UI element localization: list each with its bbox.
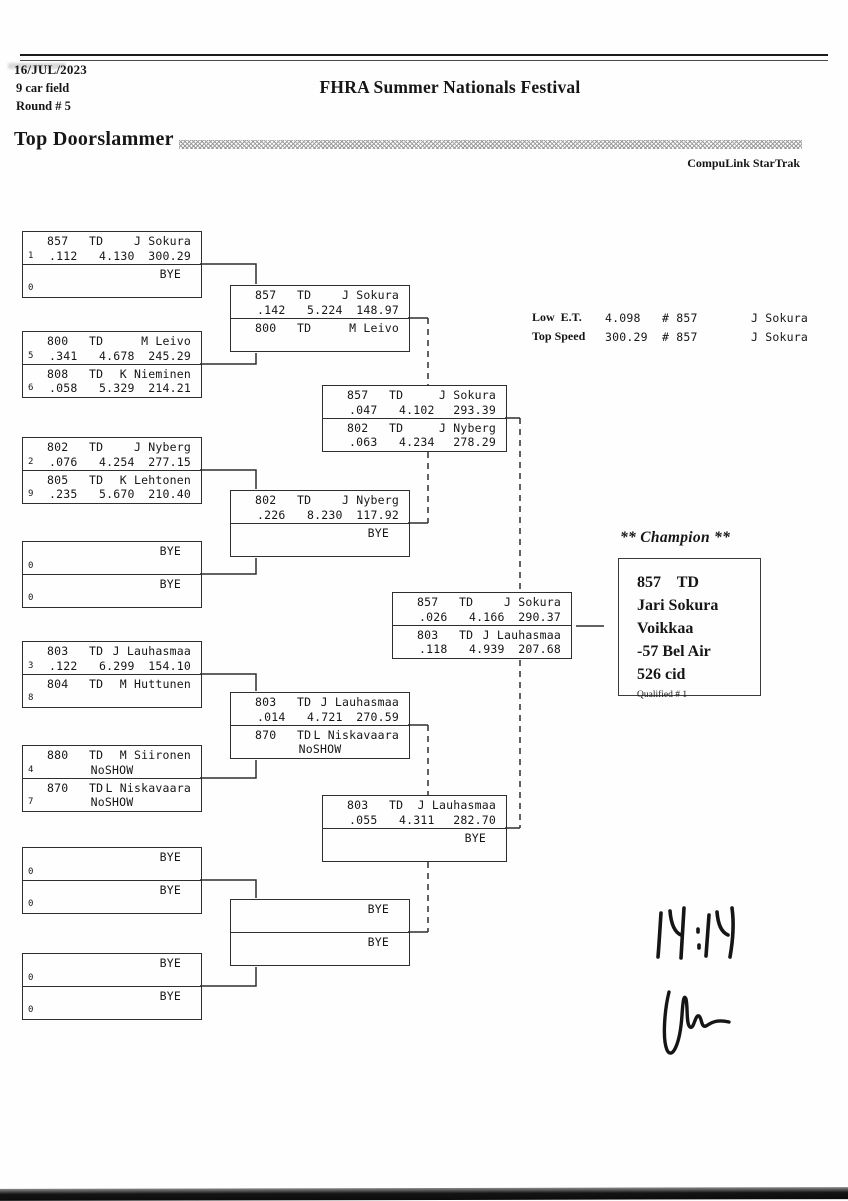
bracket-entry [23,674,201,707]
champion-details [637,571,718,700]
class-code: TD [89,644,104,658]
champion-heading: ** Champion ** [620,529,731,546]
round1-box-5 [22,641,202,708]
bye-label: BYE [159,882,181,897]
class-title: Top Doorslammer [14,128,174,150]
bracket-entry [323,796,506,828]
elapsed-time: 4.311 [399,812,435,827]
champion-vehicle: -57 Bel Air [637,643,711,660]
speed: 277.15 [148,454,191,469]
class-code: TD [389,388,404,402]
speed: 282.70 [453,812,496,827]
elapsed-time: 5.224 [307,302,343,317]
bracket-entry [23,542,201,574]
car-number: 803 [417,627,439,642]
champion-driver: Jari Sokura [637,597,719,614]
class-code: TD [89,440,104,454]
bracket-entry [23,954,201,986]
top-speed-row [532,329,832,345]
round2-box-4 [230,899,410,966]
round1-box-3 [22,437,202,504]
class-code: TD [89,234,104,248]
speed: 148.97 [356,302,399,317]
seed-number: 5 [28,350,34,361]
entry-line-2 [231,949,409,963]
entry-line-1 [23,781,201,795]
bracket-entry [23,778,201,811]
champion-car-line: 857 TD [637,574,699,591]
class-code: TD [297,288,312,302]
champion-box [618,558,761,700]
seed-number: 7 [28,797,34,808]
low-et-row [532,310,832,326]
driver-name: L Niskavaara [313,727,399,742]
car-number: 800 [255,320,277,335]
entry-line-1 [231,288,409,302]
car-number: 857 [47,234,69,248]
bottom-scan-bar [0,1187,848,1201]
entry-line-2 [393,642,571,656]
speed: 278.29 [453,435,496,450]
bye-label: BYE [367,525,389,540]
entry-line-2 [23,455,201,469]
entry-line-2 [323,813,506,827]
entry-line-1 [323,831,506,845]
round-number: Round # 5 [16,99,71,113]
driver-name: K Lehtonen [119,472,191,487]
entry-line-2 [23,763,201,777]
elapsed-time: 5.329 [99,381,135,396]
seed-number: 0 [28,899,34,910]
bracket-entry [23,232,201,264]
field-size: 9 car field [16,81,70,95]
noshow-label: NoSHOW [90,795,134,810]
entry-line-2 [23,349,201,363]
bracket-entry [23,746,201,778]
entry-line-1 [23,334,201,348]
top-rule-thin [20,60,828,61]
bracket-entry [23,574,201,607]
reaction-time: .226 [257,507,286,522]
entry-line-2 [231,710,409,724]
noshow-label: NoSHOW [90,762,134,777]
bracket-entry [231,932,409,965]
entry-line-1 [23,440,201,454]
car-number: 857 [347,388,369,402]
top-speed-label: Top Speed [532,329,586,343]
entry-line-2 [231,540,409,554]
bye-label: BYE [159,544,181,558]
car-number: 870 [255,727,277,742]
round1-box-4 [22,541,202,608]
seed-number: 6 [28,383,34,394]
elapsed-time: 4.166 [469,609,505,624]
entry-line-1 [23,883,201,897]
seed-number: 0 [28,1005,34,1016]
low-et-label: Low E.T. [532,310,582,324]
bye-label: BYE [367,934,389,949]
bracket-entry [23,848,201,880]
driver-name: J Lauhasmaa [320,695,399,709]
reaction-time: .142 [257,302,286,317]
driver-name: J Nyberg [439,420,496,435]
car-number: 857 [417,595,439,609]
entry-line-1 [323,421,506,435]
reaction-time: .047 [349,402,378,417]
entry-line-2 [23,659,201,673]
elapsed-time: 4.102 [399,402,435,417]
car-number: 880 [47,748,69,762]
entry-line-1 [23,267,201,281]
entry-line-1 [323,388,506,402]
bye-label: BYE [159,988,181,1003]
bracket-entry [231,491,409,523]
top-speed-car: # 857 [662,330,698,344]
entry-line-1 [231,935,409,949]
bracket-entry [231,725,409,758]
speed: 154.10 [148,658,191,673]
entry-line-2 [393,610,571,624]
elapsed-time: 4.130 [99,248,135,263]
entry-line-2 [23,559,201,573]
seed-number: 2 [28,456,34,467]
entry-line-1 [231,321,409,335]
round1-box-6 [22,745,202,812]
reaction-time: .341 [49,348,78,363]
round1-box-8 [22,953,202,1020]
seed-number: 1 [28,250,34,261]
car-number: 808 [47,366,69,381]
elapsed-time: 6.299 [99,658,135,673]
seed-number: 3 [28,660,34,671]
driver-name: J Sokura [504,595,561,609]
entry-line-1 [23,644,201,658]
car-number: 802 [47,440,69,454]
low-et-car: # 857 [662,311,698,325]
reaction-time: .118 [419,642,448,657]
entry-line-1 [23,234,201,248]
driver-name: J Sokura [342,288,399,302]
bracket-entry [231,693,409,725]
round2-box-2 [230,490,410,557]
bracket-entry [23,332,201,364]
class-code: TD [89,472,104,487]
entry-line-2 [323,435,506,449]
bye-label: BYE [464,830,486,845]
car-number: 803 [347,798,369,812]
speed: 207.68 [518,642,561,657]
class-code: TD [89,366,104,381]
bracket-entry [231,286,409,318]
reaction-time: .235 [49,487,78,502]
bye-label: BYE [367,902,389,916]
class-title-hatch-band [179,140,802,149]
seed-number: 0 [28,283,34,294]
elapsed-time: 4.234 [399,435,435,450]
car-number: 870 [47,780,69,795]
speed: 293.39 [453,402,496,417]
entry-line-1 [23,748,201,762]
class-code: TD [89,748,104,762]
semifinals-box-2 [322,795,507,862]
class-code: TD [389,420,404,435]
entry-line-1 [231,728,409,742]
bracket-entry [323,418,506,451]
entry-line-2 [23,795,201,809]
elapsed-time: 4.721 [307,709,343,724]
car-number: 857 [255,288,277,302]
entry-line-2 [231,508,409,522]
entry-line-1 [23,677,201,691]
round1-box-2 [22,331,202,398]
round2-box-1 [230,285,410,352]
reaction-time: .063 [349,435,378,450]
reaction-time: .014 [257,709,286,724]
bracket-entry [23,470,201,503]
driver-name: K Nieminen [119,366,191,381]
speed: 117.92 [356,507,399,522]
elapsed-time: 4.678 [99,348,135,363]
bracket-entry [323,386,506,418]
car-number: 805 [47,472,69,487]
class-code: TD [459,595,474,609]
bracket-entry [231,318,409,351]
class-code: TD [389,798,404,812]
entry-line-1 [231,493,409,507]
car-number: 803 [47,644,69,658]
speed: 210.40 [148,487,191,502]
bye-label: BYE [159,266,181,281]
entry-line-2 [323,845,506,859]
entry-line-2 [23,865,201,879]
champion-qualified: Qualified # 1 [637,690,688,700]
low-et-driver: J Sokura [751,311,808,325]
elapsed-time: 8.230 [307,507,343,522]
final-box-1 [392,592,572,659]
round1-box-1 [22,231,202,298]
bracket-entry [323,828,506,861]
bracket-entry [231,523,409,556]
entry-line-2 [23,281,201,295]
entry-line-1 [23,544,201,558]
entry-line-2 [231,917,409,931]
driver-name: J Nyberg [134,440,191,454]
driver-name: J Lauhasmaa [112,644,191,658]
reaction-time: .058 [49,381,78,396]
reaction-time: .112 [49,248,78,263]
driver-name: M Leivo [141,334,191,348]
top-speed-driver: J Sokura [751,330,808,344]
car-number: 802 [347,420,369,435]
entry-line-2 [231,335,409,349]
entry-line-1 [23,577,201,591]
bracket-entry [23,986,201,1019]
seed-number: 0 [28,593,34,604]
driver-name: M Huttunen [119,676,191,691]
entry-line-1 [231,695,409,709]
entry-line-1 [23,956,201,970]
entry-line-2 [23,971,201,985]
handwritten-time [658,908,733,958]
bracket-entry [23,642,201,674]
entry-line-2 [23,1003,201,1017]
bracket-entry [23,438,201,470]
top-rule-thick [20,54,828,56]
entry-line-1 [231,526,409,540]
entry-line-1 [231,902,409,916]
elapsed-time: 5.670 [99,487,135,502]
round1-box-7 [22,847,202,914]
entry-line-1 [23,850,201,864]
bracket-entry [393,593,571,625]
car-number: 804 [47,676,69,691]
speed: 245.29 [148,348,191,363]
champion-hometown: Voikkaa [637,620,694,637]
entry-line-2 [231,303,409,317]
bracket-entry [231,900,409,932]
entry-line-2 [23,487,201,501]
semifinals-box-1 [322,385,507,452]
reaction-time: .026 [419,609,448,624]
entry-line-1 [393,595,571,609]
speed: 300.29 [148,248,191,263]
car-number: 800 [47,334,69,348]
entry-line-2 [323,403,506,417]
elapsed-time: 4.939 [469,642,505,657]
seed-number: 0 [28,972,34,983]
noshow-label: NoSHOW [298,742,342,757]
champion-engine: 526 cid [637,666,686,683]
entry-line-1 [393,628,571,642]
car-number: 802 [255,493,277,507]
bracket-entry [23,364,201,397]
seed-number: 0 [28,866,34,877]
seed-number: 4 [28,764,34,775]
class-code: TD [297,493,312,507]
driver-name: M Siironen [119,748,191,762]
class-code: TD [297,320,312,335]
entry-line-2 [23,249,201,263]
low-et-value: 4.098 [605,311,641,325]
class-code: TD [89,334,104,348]
speed: 214.21 [148,381,191,396]
date: 16/JUL/2023 [14,62,87,77]
seed-number: 9 [28,489,34,500]
car-number: 803 [255,695,277,709]
driver-name: J Lauhasmaa [482,627,561,642]
driver-name: J Nyberg [342,493,399,507]
bracket-entry [23,264,201,297]
round2-box-3 [230,692,410,759]
timing-system-brand: CompuLink StarTrak [687,156,800,170]
seed-number: 8 [28,693,34,704]
class-code: TD [89,676,104,691]
driver-name: J Lauhasmaa [417,798,496,812]
entry-line-1 [23,989,201,1003]
class-code: TD [297,727,312,742]
speed: 270.59 [356,709,399,724]
entry-line-1 [23,473,201,487]
bye-label: BYE [159,850,181,864]
class-code: TD [89,780,104,795]
speed: 290.37 [518,609,561,624]
reaction-time: .122 [49,658,78,673]
class-code: TD [459,627,474,642]
entry-line-2 [23,691,201,705]
driver-name: J Sokura [134,234,191,248]
entry-line-2 [23,381,201,395]
reaction-time: .076 [49,454,78,469]
reaction-time: .055 [349,812,378,827]
entry-line-2 [23,591,201,605]
driver-name: J Sokura [439,388,496,402]
entry-line-1 [323,798,506,812]
class-code: TD [297,695,312,709]
entry-line-1 [23,367,201,381]
bracket-entry [23,880,201,913]
event-title: FHRA Summer Nationals Festival [319,77,581,97]
driver-name: M Leivo [349,320,399,335]
entry-line-2 [23,897,201,911]
entry-line-2 [231,742,409,756]
handwritten-signature [664,992,729,1053]
driver-name: L Niskavaara [105,780,191,795]
bye-label: BYE [159,956,181,970]
seed-number: 0 [28,560,34,571]
top-speed-value: 300.29 [605,330,648,344]
bye-label: BYE [159,576,181,591]
bracket-entry [393,625,571,658]
elapsed-time: 4.254 [99,454,135,469]
